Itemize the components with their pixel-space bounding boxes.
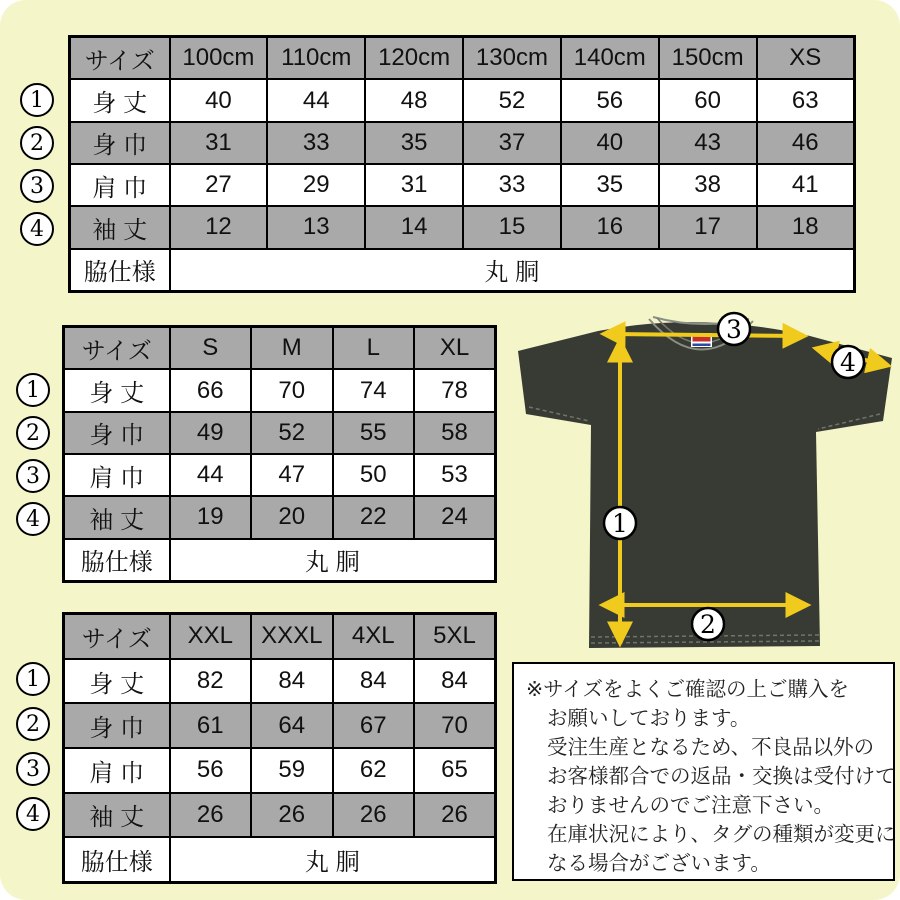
table-row-body-width <box>64 412 496 454</box>
cell: 44 <box>170 454 252 496</box>
cell: 64 <box>251 703 333 748</box>
cell: 47 <box>251 454 333 496</box>
note-line: 受注生産となるため、不良品以外の <box>547 736 875 759</box>
cell: 50 <box>333 454 415 496</box>
table-row-body-width <box>64 703 496 748</box>
table-row-body-length <box>70 79 855 121</box>
row-label: 身 巾 <box>64 412 170 454</box>
note-line: お客様都合での返品・交換は受付けて <box>547 765 896 788</box>
header-cell: L <box>333 327 415 370</box>
cell: 26 <box>170 793 252 838</box>
cell: 63 <box>757 79 855 121</box>
cell: 84 <box>333 659 415 704</box>
cell: 52 <box>463 79 561 121</box>
cell: 78 <box>414 369 496 411</box>
cell-side-spec: 丸 胴 <box>170 249 855 292</box>
cell: 16 <box>561 206 659 248</box>
cell: 12 <box>170 206 268 248</box>
cell: 49 <box>170 412 252 454</box>
diagram-circled-number-2 <box>692 608 724 640</box>
cell: 40 <box>561 122 659 164</box>
row-label: 肩 巾 <box>64 454 170 496</box>
header-cell: 150cm <box>659 37 757 80</box>
table-row-side-spec <box>64 837 496 882</box>
header-cell: M <box>251 327 333 370</box>
cell: 58 <box>414 412 496 454</box>
cell: 66 <box>170 369 252 411</box>
cell: 40 <box>170 79 268 121</box>
cell: 24 <box>414 496 496 538</box>
header-cell: 130cm <box>463 37 561 80</box>
cell: 65 <box>414 748 496 793</box>
cell: 62 <box>333 748 415 793</box>
circled-number-1: 1 <box>16 662 50 696</box>
row-label: 身 丈 <box>70 79 170 121</box>
cell: 44 <box>267 79 365 121</box>
note-line: 在庫状況により、タグの種類が変更に <box>547 823 896 846</box>
table-header-row <box>70 37 855 80</box>
row-label: 袖 丈 <box>64 793 170 838</box>
cell: 59 <box>251 748 333 793</box>
row-label: 肩 巾 <box>64 748 170 793</box>
note-line: お願いしております。 <box>547 707 751 730</box>
cell: 20 <box>251 496 333 538</box>
cell: 35 <box>561 164 659 206</box>
table-row-body-width <box>70 122 855 164</box>
cell: 43 <box>659 122 757 164</box>
svg-text:3: 3 <box>726 315 742 344</box>
diagram-circled-number-4 <box>832 346 864 378</box>
cell: 17 <box>659 206 757 248</box>
row-label: 脇仕様 <box>70 249 170 292</box>
table-row-body-length <box>64 659 496 704</box>
cell: 31 <box>170 122 268 164</box>
row-label: 身 丈 <box>64 369 170 411</box>
cell: 60 <box>659 79 757 121</box>
circled-number-4: 4 <box>16 797 50 831</box>
table-row-side-spec <box>64 539 496 582</box>
header-cell: 110cm <box>267 37 365 80</box>
row-label: 肩 巾 <box>70 164 170 206</box>
cell: 37 <box>463 122 561 164</box>
cell: 56 <box>561 79 659 121</box>
note-line: ※サイズをよくご確認の上ご購入を <box>526 678 850 701</box>
cell: 56 <box>170 748 252 793</box>
cell: 84 <box>251 659 333 704</box>
table-row-shoulder-width <box>70 164 855 206</box>
table-row-shoulder-width <box>64 454 496 496</box>
cell: 46 <box>757 122 855 164</box>
cell: 33 <box>463 164 561 206</box>
cell: 13 <box>267 206 365 248</box>
cell: 14 <box>365 206 463 248</box>
cell: 48 <box>365 79 463 121</box>
cell: 26 <box>414 793 496 838</box>
header-cell: 100cm <box>170 37 268 80</box>
cell: 82 <box>170 659 252 704</box>
circled-number-1: 1 <box>20 83 54 117</box>
row-label: 身 丈 <box>64 659 170 704</box>
header-cell: サイズ <box>64 327 170 370</box>
table-row-shoulder-width <box>64 748 496 793</box>
circled-number-3: 3 <box>16 459 50 493</box>
diagram-circled-number-3 <box>718 313 750 345</box>
cell: 26 <box>333 793 415 838</box>
cell: 18 <box>757 206 855 248</box>
header-cell: 120cm <box>365 37 463 80</box>
cell: 67 <box>333 703 415 748</box>
row-label: 脇仕様 <box>64 539 170 582</box>
circled-number-2: 2 <box>20 126 54 160</box>
cell: 26 <box>251 793 333 838</box>
svg-text:1: 1 <box>612 509 628 538</box>
header-cell: 140cm <box>561 37 659 80</box>
circled-number-3: 3 <box>20 169 54 203</box>
header-cell: 4XL <box>333 614 415 659</box>
cell: 55 <box>333 412 415 454</box>
row-label: 袖 丈 <box>70 206 170 248</box>
cell: 35 <box>365 122 463 164</box>
header-cell: サイズ <box>70 37 170 80</box>
table-row-body-length <box>64 369 496 411</box>
svg-text:2: 2 <box>700 610 716 639</box>
size-table-adult <box>62 325 497 583</box>
cell: 74 <box>333 369 415 411</box>
cell: 33 <box>267 122 365 164</box>
shoulder-width-arrow <box>606 334 802 336</box>
cell: 22 <box>333 496 415 538</box>
svg-text:4: 4 <box>840 348 856 377</box>
cell: 38 <box>659 164 757 206</box>
cell: 61 <box>170 703 252 748</box>
circled-number-4: 4 <box>20 212 54 246</box>
cell: 53 <box>414 454 496 496</box>
circled-number-4: 4 <box>16 502 50 536</box>
cell-side-spec: 丸 胴 <box>170 837 496 882</box>
cell: 70 <box>251 369 333 411</box>
tshirt-measurement-diagram <box>505 303 900 663</box>
table-header-row <box>64 614 496 659</box>
table-row-sleeve-length <box>70 206 855 248</box>
note-line: なる場合がございます。 <box>547 852 771 875</box>
cell: 41 <box>757 164 855 206</box>
cell: 29 <box>267 164 365 206</box>
cell: 15 <box>463 206 561 248</box>
table-header-row <box>64 327 496 370</box>
cell: 27 <box>170 164 268 206</box>
size-table-large <box>62 612 497 884</box>
table-row-sleeve-length <box>64 793 496 838</box>
header-cell: S <box>170 327 252 370</box>
header-cell: XS <box>757 37 855 80</box>
table-row-sleeve-length <box>64 496 496 538</box>
row-label: 脇仕様 <box>64 837 170 882</box>
cell: 52 <box>251 412 333 454</box>
note-line: おりませんのでご注意下さい。 <box>547 794 834 817</box>
cell: 19 <box>170 496 252 538</box>
cell: 31 <box>365 164 463 206</box>
size-table-kids <box>68 35 856 293</box>
cell: 84 <box>414 659 496 704</box>
cell: 70 <box>414 703 496 748</box>
header-cell: サイズ <box>64 614 170 659</box>
header-cell: XXXL <box>251 614 333 659</box>
table-row-side-spec <box>70 249 855 292</box>
circled-number-3: 3 <box>16 752 50 786</box>
circled-number-2: 2 <box>16 707 50 741</box>
row-label: 身 巾 <box>64 703 170 748</box>
header-cell: 5XL <box>414 614 496 659</box>
diagram-circled-number-1 <box>604 507 636 539</box>
purchase-note <box>512 662 895 881</box>
circled-number-1: 1 <box>16 373 50 407</box>
header-cell: XL <box>414 327 496 370</box>
header-cell: XXL <box>170 614 252 659</box>
circled-number-2: 2 <box>16 416 50 450</box>
row-label: 袖 丈 <box>64 496 170 538</box>
row-label: 身 巾 <box>70 122 170 164</box>
cell-side-spec: 丸 胴 <box>170 539 496 582</box>
